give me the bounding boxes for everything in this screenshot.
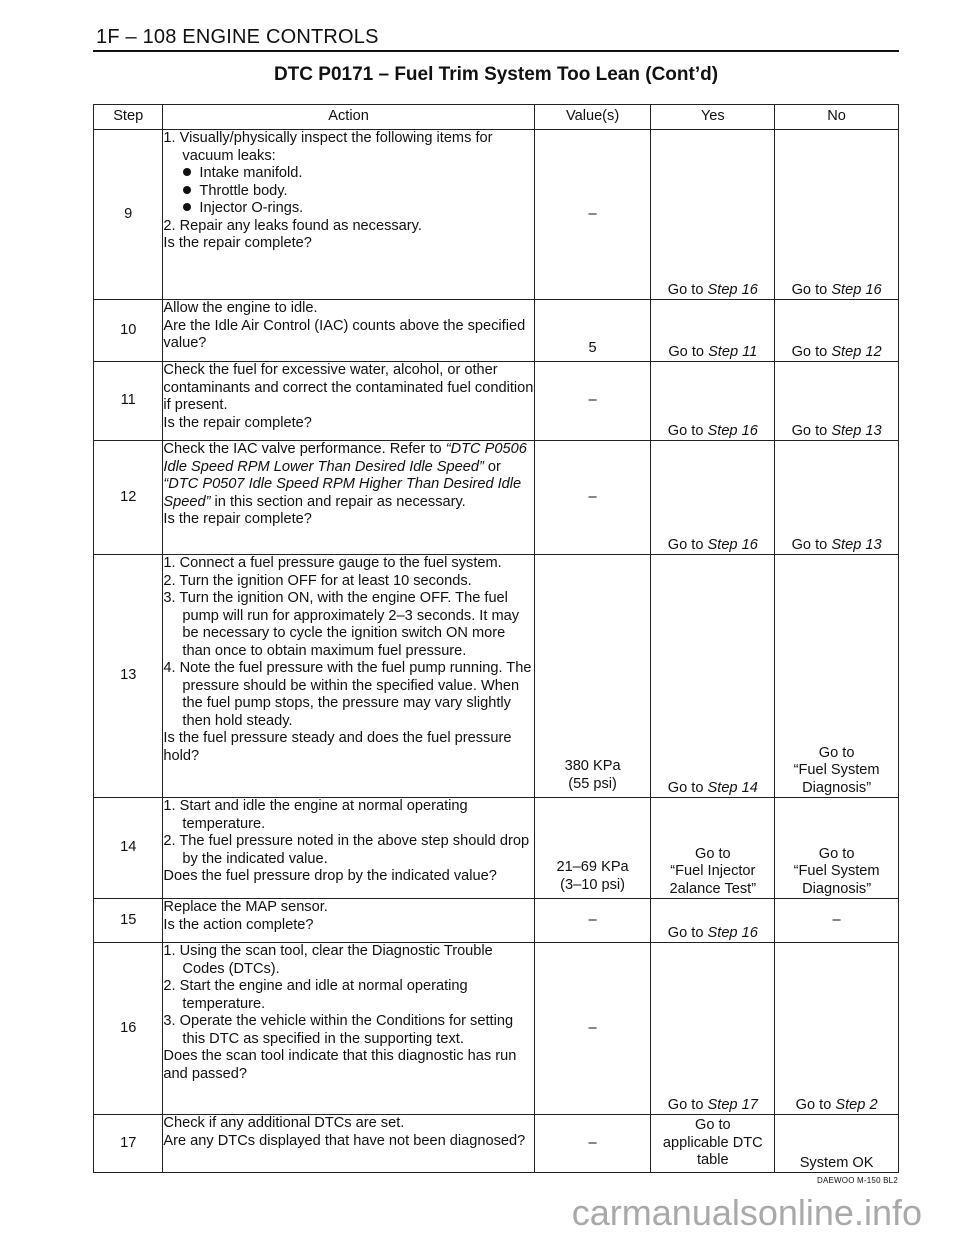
yes-cell bbox=[651, 555, 775, 798]
step-number: 10 bbox=[94, 300, 163, 362]
step-number: 9 bbox=[94, 130, 163, 300]
bullet-icon bbox=[183, 203, 191, 211]
action-cell bbox=[163, 798, 534, 899]
action-text: Does the fuel pressure drop by the indicated value? bbox=[163, 868, 497, 884]
page-header-title: 1F – 108 ENGINE CONTROLS bbox=[96, 26, 379, 48]
step-number: 14 bbox=[94, 798, 163, 899]
watermark: carmanualsonline.info bbox=[571, 1192, 922, 1233]
numbered-item: 3. Turn the ignition ON, with the engine OFF. The fuel pump will run for approximately 2–3 seconds. It may be necessary to cycle the ignition switch ON more than once to obtain maximum fuel pressure. bbox=[163, 590, 520, 659]
no-cell bbox=[775, 300, 899, 362]
goto-step-link: Step 16 bbox=[707, 281, 758, 298]
goto-step-link: Step 14 bbox=[707, 779, 758, 796]
goto-step-link: Step 11 bbox=[708, 343, 758, 360]
numbered-item: 2. Start the engine and idle at normal operating temperature. bbox=[163, 978, 468, 1012]
yes-cell bbox=[651, 300, 775, 362]
yes-cell bbox=[651, 899, 775, 943]
action-text: Is the repair complete? bbox=[163, 511, 312, 527]
step-number: 15 bbox=[94, 899, 163, 943]
value-cell: 5 bbox=[534, 300, 651, 362]
action-text-part: Check the IAC valve performance. Refer to bbox=[163, 441, 446, 457]
goto-step-link: Step 17 bbox=[707, 1096, 758, 1113]
goto-label: Go to bbox=[667, 536, 708, 553]
action-text-part: in this section and repair as necessary. bbox=[210, 493, 466, 510]
action-text: Is the action complete? bbox=[163, 916, 314, 933]
action-cell bbox=[163, 300, 534, 362]
yes-cell bbox=[651, 130, 775, 300]
bullet-icon bbox=[183, 186, 191, 194]
no-cell bbox=[775, 441, 899, 555]
bullet-item bbox=[163, 165, 533, 183]
no-cell: Go to “Fuel System Diagnosis” bbox=[775, 798, 899, 899]
step-number: 11 bbox=[94, 362, 163, 441]
numbered-item: 1. Start and idle the engine at normal operating temperature. bbox=[163, 798, 468, 832]
no-cell bbox=[775, 130, 899, 300]
action-text: Is the repair complete? bbox=[163, 235, 312, 251]
action-text: Check the fuel for excessive water, alcohol, or other contaminants and correct the contaminated fuel condition if present. bbox=[163, 362, 534, 413]
bullet-icon bbox=[183, 168, 191, 176]
bullet-text: Injector O-rings. bbox=[199, 200, 304, 216]
header-action: Action bbox=[163, 105, 534, 130]
table-row bbox=[94, 899, 899, 943]
header-values: Value(s) bbox=[534, 105, 651, 130]
table-row bbox=[94, 441, 899, 555]
header-step: Step bbox=[94, 105, 163, 130]
goto-label: Go to bbox=[791, 422, 832, 439]
yes-cell: Go to applicable DTC table bbox=[651, 1115, 775, 1173]
goto-step-link: Step 16 bbox=[707, 536, 758, 553]
action-cell bbox=[163, 1115, 534, 1173]
bullet-item bbox=[163, 183, 533, 201]
action-text: Are any DTCs displayed that have not been diagnosed? bbox=[163, 1132, 526, 1149]
header-yes: Yes bbox=[651, 105, 775, 130]
step-number: 17 bbox=[94, 1115, 163, 1173]
goto-label: Go to bbox=[667, 422, 708, 439]
action-text: Allow the engine to idle. bbox=[163, 300, 318, 316]
yes-cell bbox=[651, 362, 775, 441]
step-number: 12 bbox=[94, 441, 163, 555]
numbered-item: 3. Operate the vehicle within the Conditions for setting this DTC as specified in the supporting text. bbox=[163, 1013, 514, 1047]
action-text: Replace the MAP sensor. bbox=[163, 899, 328, 915]
goto-step-link: Step 13 bbox=[831, 536, 882, 553]
goto-label: Go to bbox=[667, 924, 708, 941]
no-cell: – bbox=[775, 899, 899, 943]
value-cell: – bbox=[534, 943, 651, 1115]
goto-label: Go to bbox=[667, 1096, 708, 1113]
value-cell: – bbox=[534, 130, 651, 300]
value-cell: – bbox=[534, 899, 651, 943]
goto-label: Go to bbox=[668, 343, 709, 360]
numbered-item: 1. Connect a fuel pressure gauge to the fuel system. bbox=[163, 555, 502, 571]
header-no: No bbox=[775, 105, 899, 130]
value-cell: 380 KPa (55 psi) bbox=[534, 555, 651, 798]
goto-label: Go to bbox=[791, 343, 832, 360]
action-text-part: or bbox=[483, 458, 501, 475]
goto-step-link: Step 2 bbox=[835, 1096, 878, 1113]
step-number: 16 bbox=[94, 943, 163, 1115]
goto-label: Go to bbox=[791, 536, 832, 553]
action-text: Is the repair complete? bbox=[163, 414, 312, 431]
value-cell: – bbox=[534, 1115, 651, 1173]
action-cell bbox=[163, 555, 534, 798]
table-row bbox=[94, 1115, 899, 1173]
yes-cell bbox=[651, 943, 775, 1115]
table-row bbox=[94, 555, 899, 798]
no-cell bbox=[775, 943, 899, 1115]
action-text: Is the fuel pressure steady and does the fuel pressure hold? bbox=[163, 730, 512, 764]
table-row bbox=[94, 943, 899, 1115]
goto-step-link: Step 16 bbox=[707, 924, 758, 941]
numbered-item: 2. Turn the ignition OFF for at least 10 seconds. bbox=[163, 572, 472, 589]
table-row bbox=[94, 130, 899, 300]
goto-label: Go to bbox=[667, 281, 708, 298]
goto-label: Go to bbox=[795, 1096, 836, 1113]
action-cell bbox=[163, 130, 534, 300]
numbered-item: 2. Repair any leaks found as necessary. bbox=[163, 217, 422, 234]
bullet-text: Intake manifold. bbox=[199, 165, 303, 181]
action-text: Does the scan tool indicate that this diagnostic has run and passed? bbox=[163, 1048, 517, 1082]
action-cell bbox=[163, 362, 534, 441]
goto-label: Go to bbox=[791, 281, 832, 298]
value-cell: – bbox=[534, 441, 651, 555]
action-text bbox=[163, 441, 533, 511]
document-title: DTC P0171 – Fuel Trim System Too Lean (Cont’d) bbox=[273, 64, 719, 85]
numbered-item: 4. Note the fuel pressure with the fuel pump running. The pressure should be within the specified value. When the fuel pump stops, the pressure may vary slightly then hold steady. bbox=[163, 660, 532, 729]
action-cell bbox=[163, 441, 534, 555]
numbered-item: 2. The fuel pressure noted in the above step should drop by the indicated value. bbox=[163, 833, 530, 867]
yes-cell: Go to “Fuel Injector 2alance Test” bbox=[651, 798, 775, 899]
goto-label: Go to bbox=[667, 779, 708, 796]
reference-link: “DTC P0507 Idle Speed RPM Higher Than Desired Idle Speed” bbox=[163, 476, 522, 510]
step-number: 13 bbox=[94, 555, 163, 798]
goto-step-link: Step 13 bbox=[831, 422, 882, 439]
no-cell: Go to “Fuel System Diagnosis” bbox=[775, 555, 899, 798]
numbered-item: 1. Using the scan tool, clear the Diagnostic Trouble Codes (DTCs). bbox=[163, 943, 493, 977]
bullet-text: Throttle body. bbox=[199, 182, 288, 199]
table-row bbox=[94, 798, 899, 899]
table-row bbox=[94, 362, 899, 441]
header-rule bbox=[93, 50, 899, 52]
numbered-item: 1. Visually/physically inspect the following items for vacuum leaks: bbox=[163, 130, 493, 164]
goto-step-link: Step 16 bbox=[831, 281, 882, 298]
table-header-row bbox=[94, 105, 899, 130]
goto-step-link: Step 12 bbox=[831, 343, 882, 360]
reference-link: “DTC P0506 Idle Speed RPM Lower Than Desired Idle Speed” bbox=[163, 441, 527, 475]
goto-step-link: Step 16 bbox=[707, 422, 758, 439]
bullet-item bbox=[163, 200, 533, 218]
yes-cell bbox=[651, 441, 775, 555]
action-text: Check if any additional DTCs are set. bbox=[163, 1115, 405, 1131]
table-body bbox=[94, 130, 899, 1173]
no-cell bbox=[775, 362, 899, 441]
diagnostic-table bbox=[93, 104, 899, 1173]
footer-code: DAEWOO M-150 BL2 bbox=[816, 1176, 898, 1185]
action-text: Are the Idle Air Control (IAC) counts above the specified value? bbox=[163, 317, 526, 351]
value-cell: – bbox=[534, 362, 651, 441]
action-cell bbox=[163, 899, 534, 943]
value-cell: 21–69 KPa (3–10 psi) bbox=[534, 798, 651, 899]
no-cell: System OK bbox=[775, 1115, 899, 1173]
table-row bbox=[94, 300, 899, 362]
action-cell bbox=[163, 943, 534, 1115]
